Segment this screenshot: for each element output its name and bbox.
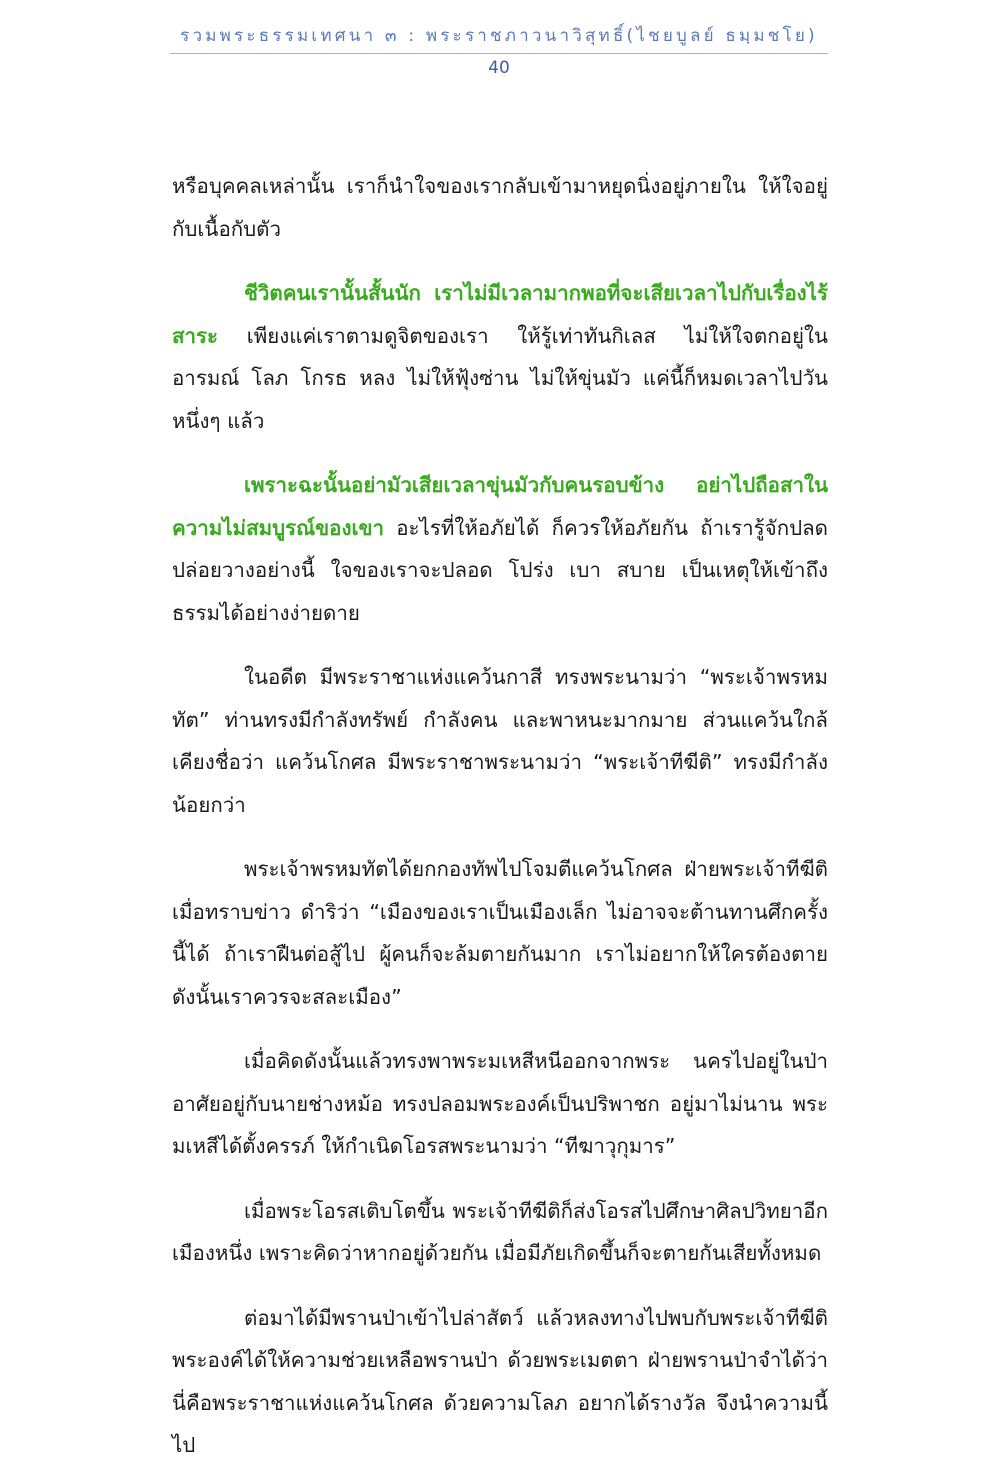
paragraph-3 (172, 464, 828, 634)
body-text (172, 165, 828, 1467)
highlighted-quote: เพราะฉะนั้นอย่ามัวเสียเวลาขุ่นมัวกับคนรอบข้าง อย่าไปถือสาในความไม่สมบูรณ์ของเขา (172, 473, 828, 540)
paragraph-text: ในอดีต มีพระราชาแห่งแคว้นกาสี ทรงพระนามว่า “พระเจ้าพรหมทัต” ท่านทรงมีกำลังทรัพย์ กำลังคน และพาหนะมากมาย ส่วนแคว้นใกล้เคียงชื่อว่า แคว้นโกศล มีพระราชาพระนามว่า “พระเจ้าทีฆีติ” ทรงมีกำลังน้อยกว่า (172, 665, 828, 817)
paragraph-1 (172, 165, 828, 250)
paragraph-text: พระเจ้าพรหมทัตได้ยกกองทัพไปโจมตีแคว้นโกศล ฝ่ายพระเจ้าทีฆีติ เมื่อทราบข่าว ดำริว่า “เมืองของเราเป็นเมืองเล็ก ไม่อาจจะต้านทานศึกครั้งนี้ได้ ถ้าเราฝืนต่อสู้ไป ผู้คนก็จะล้มตายกันมาก เราไม่อยากให้ใครต้องตาย ดังนั้นเราควรจะสละเมือง” (172, 857, 828, 1009)
paragraph-5 (172, 848, 828, 1018)
page-number: 40 (488, 58, 510, 78)
paragraph-text: เมื่อพระโอรสเติบโตขึ้น พระเจ้าทีฆีติก็ส่งโอรสไปศึกษาศิลปวิทยาอีกเมืองหนึ่ง เพราะคิดว่าหากอยู่ด้วยกัน เมื่อมีภัยเกิดขึ้นก็จะตายกันเสียทั้งหมด (172, 1198, 828, 1265)
paragraph-7 (172, 1190, 828, 1275)
paragraph-text: อะไรที่ให้อภัยได้ ก็ควรให้อภัยกัน ถ้าเรารู้จักปลด ปล่อยวางอย่างนี้ ใจของเราจะปลอด โปร่ง เบา สบาย เป็นเหตุให้เข้าถึงธรรมได้อย่างง่ายดาย (172, 515, 828, 625)
paragraph-6 (172, 1040, 828, 1168)
paragraph-text: ต่อมาได้มีพรานป่าเข้าไปล่าสัตว์ แล้วหลงทางไปพบกับพระเจ้าทีฆีติ พระองค์ได้ให้ความช่วยเหลือพรานป่า ด้วยพระเมตตา ฝ่ายพรานป่าจำได้ว่านี่คือพระราชาแห่งแคว้นโกศล ด้วยความโลภ อยากได้รางวัล จึงนำความนี้ไป (172, 1305, 828, 1457)
running-header (170, 22, 828, 78)
paragraph-text: หรือบุคคลเหล่านั้น เราก็นำใจของเรากลับเข้ามาหยุดนิ่งอยู่ภายใน ให้ใจอยู่กับเนื้อกับตัว (172, 174, 828, 241)
book-title: รวมพระธรรมเทศนา ๓ : พระราชภาวนาวิสุทธิ์(ไชยบูลย์ ธมฺมชโย) (170, 22, 828, 54)
paragraph-2 (172, 272, 828, 442)
paragraph-8 (172, 1297, 828, 1467)
paragraph-text: เมื่อคิดดังนั้นแล้วทรงพาพระมเหสีหนีออกจากพระ นครไปอยู่ในป่า อาศัยอยู่กับนายช่างหม้อ ทรงปลอมพระองค์เป็นปริพาชก อยู่มาไม่นาน พระมเหสีได้ตั้งครรภ์ ให้กำเนิดโอรสพระนามว่า “ทีฆาวุกุมาร” (172, 1049, 828, 1158)
paragraph-text: เพียงแค่เราตามดูจิตของเรา ให้รู้เท่าทันกิเลส ไม่ให้ใจตกอยู่ในอารมณ์ โลภ โกรธ หลง ไม่ให้ฟุ้งซ่าน ไม่ให้ขุ่นมัว แค่นี้ก็หมดเวลาไปวันหนึ่งๆ แล้ว (172, 323, 828, 433)
paragraph-4 (172, 656, 828, 826)
highlighted-quote: ชีวิตคนเรานั้นสั้นนัก เราไม่มีเวลามากพอที่จะเสียเวลาไปกับเรื่องไร้สาระ (172, 281, 828, 348)
